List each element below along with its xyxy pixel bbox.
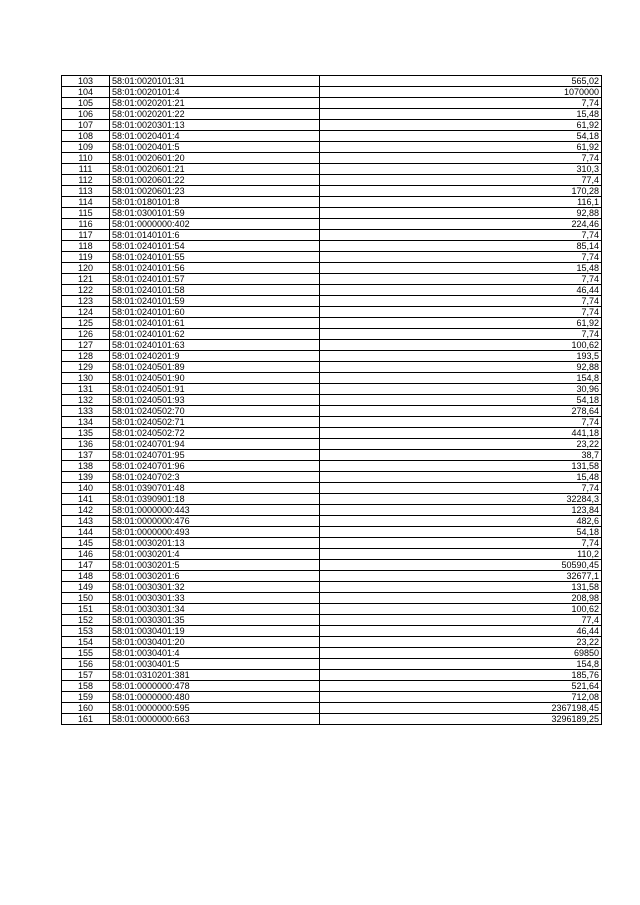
cadastral-number-cell: 58:01:0240101:62 [110,329,320,340]
table-row [62,241,602,252]
row-number-cell: 126 [62,329,110,340]
cadastral-number-cell: 58:01:0240502:70 [110,406,320,417]
cadastral-number-cell: 58:01:0030301:34 [110,604,320,615]
table-row [62,450,602,461]
table-row [62,516,602,527]
cadastral-number-cell: 58:01:0240101:57 [110,274,320,285]
table-row [62,384,602,395]
value-cell: 131,58 [320,461,602,472]
table-row [62,197,602,208]
row-number-cell: 147 [62,560,110,571]
value-cell: 7,74 [320,329,602,340]
value-cell: 69850 [320,648,602,659]
value-cell: 208,98 [320,593,602,604]
cadastral-number-cell: 58:01:0240502:71 [110,417,320,428]
table-row [62,527,602,538]
row-number-cell: 113 [62,186,110,197]
value-cell: 521,64 [320,681,602,692]
table-row [62,648,602,659]
value-cell: 7,74 [320,307,602,318]
value-cell: 185,76 [320,670,602,681]
value-cell: 100,62 [320,340,602,351]
cadastral-number-cell: 58:01:0240101:54 [110,241,320,252]
cadastral-number-cell: 58:01:0020601:23 [110,186,320,197]
value-cell: 131,58 [320,582,602,593]
row-number-cell: 158 [62,681,110,692]
row-number-cell: 149 [62,582,110,593]
row-number-cell: 141 [62,494,110,505]
row-number-cell: 140 [62,483,110,494]
value-cell: 54,18 [320,395,602,406]
row-number-cell: 123 [62,296,110,307]
table-row [62,505,602,516]
row-number-cell: 129 [62,362,110,373]
value-cell: 23,22 [320,439,602,450]
value-cell: 310,3 [320,164,602,175]
value-cell: 77,4 [320,615,602,626]
row-number-cell: 154 [62,637,110,648]
cadastral-number-cell: 58:01:0000000:493 [110,527,320,538]
table-row [62,538,602,549]
value-cell: 482,6 [320,516,602,527]
value-cell: 92,88 [320,208,602,219]
table-row [62,560,602,571]
value-cell: 7,74 [320,417,602,428]
cadastral-number-cell: 58:01:0030401:5 [110,659,320,670]
row-number-cell: 128 [62,351,110,362]
table-row [62,109,602,120]
cadastral-number-cell: 58:01:0030401:19 [110,626,320,637]
table-row [62,571,602,582]
table-row [62,296,602,307]
table-row [62,439,602,450]
value-cell: 54,18 [320,131,602,142]
cadastral-number-cell: 58:01:0240501:89 [110,362,320,373]
row-number-cell: 153 [62,626,110,637]
row-number-cell: 151 [62,604,110,615]
value-cell: 441,18 [320,428,602,439]
table-row [62,417,602,428]
table-row [62,274,602,285]
row-number-cell: 119 [62,252,110,263]
row-number-cell: 161 [62,714,110,725]
row-number-cell: 159 [62,692,110,703]
cadastral-number-cell: 58:01:0000000:478 [110,681,320,692]
cadastral-number-cell: 58:01:0000000:663 [110,714,320,725]
cadastral-number-cell: 58:01:0030301:35 [110,615,320,626]
row-number-cell: 103 [62,76,110,87]
row-number-cell: 136 [62,439,110,450]
row-number-cell: 137 [62,450,110,461]
table-row [62,681,602,692]
cadastral-number-cell: 58:01:0240502:72 [110,428,320,439]
row-number-cell: 132 [62,395,110,406]
value-cell: 30,96 [320,384,602,395]
cadastral-number-cell: 58:01:0240101:60 [110,307,320,318]
table-row [62,703,602,714]
cadastral-number-cell: 58:01:0310201:381 [110,670,320,681]
table-row [62,406,602,417]
value-cell: 46,44 [320,285,602,296]
table-row [62,230,602,241]
row-number-cell: 138 [62,461,110,472]
row-number-cell: 114 [62,197,110,208]
table-row [62,714,602,725]
row-number-cell: 108 [62,131,110,142]
value-cell: 1070000 [320,87,602,98]
table-row [62,252,602,263]
table-row [62,659,602,670]
table-row [62,142,602,153]
cadastral-number-cell: 58:01:0000000:402 [110,219,320,230]
row-number-cell: 139 [62,472,110,483]
row-number-cell: 148 [62,571,110,582]
value-cell: 61,92 [320,142,602,153]
row-number-cell: 118 [62,241,110,252]
row-number-cell: 157 [62,670,110,681]
cadastral-number-cell: 58:01:0030201:13 [110,538,320,549]
table-row [62,472,602,483]
cadastral-number-cell: 58:01:0000000:480 [110,692,320,703]
value-cell: 46,44 [320,626,602,637]
value-cell: 7,74 [320,153,602,164]
value-cell: 77,4 [320,175,602,186]
cadastral-number-cell: 58:01:0240101:61 [110,318,320,329]
row-number-cell: 105 [62,98,110,109]
table-row [62,615,602,626]
value-cell: 7,74 [320,230,602,241]
row-number-cell: 120 [62,263,110,274]
row-number-cell: 143 [62,516,110,527]
row-number-cell: 112 [62,175,110,186]
cadastral-number-cell: 58:01:0390901:18 [110,494,320,505]
cadastral-number-cell: 58:01:0020201:22 [110,109,320,120]
table-row [62,494,602,505]
cadastral-number-cell: 58:01:0030201:5 [110,560,320,571]
value-cell: 3296189,25 [320,714,602,725]
table-row [62,153,602,164]
cadastral-number-cell: 58:01:0240101:63 [110,340,320,351]
table-row [62,120,602,131]
cadastral-number-cell: 58:01:0240701:94 [110,439,320,450]
cadastral-number-cell: 58:01:0240101:58 [110,285,320,296]
cadastral-number-cell: 58:01:0000000:595 [110,703,320,714]
row-number-cell: 125 [62,318,110,329]
table-row [62,395,602,406]
row-number-cell: 127 [62,340,110,351]
cadastral-number-cell: 58:01:0240701:96 [110,461,320,472]
table-row [62,340,602,351]
cadastral-number-cell: 58:01:0020101:4 [110,87,320,98]
cadastral-number-cell: 58:01:0020301:13 [110,120,320,131]
table-row [62,692,602,703]
cadastral-number-cell: 58:01:0020601:22 [110,175,320,186]
value-cell: 92,88 [320,362,602,373]
row-number-cell: 160 [62,703,110,714]
table-row [62,329,602,340]
table-row [62,263,602,274]
table-row [62,626,602,637]
row-number-cell: 116 [62,219,110,230]
table-row [62,76,602,87]
value-cell: 565,02 [320,76,602,87]
value-cell: 23,22 [320,637,602,648]
value-cell: 193,5 [320,351,602,362]
cadastral-number-cell: 58:01:0020601:21 [110,164,320,175]
cadastral-number-cell: 58:01:0140101:6 [110,230,320,241]
cadastral-number-cell: 58:01:0020401:4 [110,131,320,142]
table-row [62,593,602,604]
value-cell: 50590,45 [320,560,602,571]
table-row [62,351,602,362]
table-row [62,186,602,197]
table-row [62,307,602,318]
cadastral-number-cell: 58:01:0240201:9 [110,351,320,362]
table-row [62,483,602,494]
row-number-cell: 110 [62,153,110,164]
cadastral-number-cell: 58:01:0240501:93 [110,395,320,406]
row-number-cell: 155 [62,648,110,659]
cadastral-number-cell: 58:01:0240701:95 [110,450,320,461]
value-cell: 110,2 [320,549,602,560]
value-cell: 170,28 [320,186,602,197]
row-number-cell: 124 [62,307,110,318]
value-cell: 7,74 [320,538,602,549]
row-number-cell: 144 [62,527,110,538]
row-number-cell: 115 [62,208,110,219]
table-row [62,461,602,472]
cadastral-number-cell: 58:01:0030201:6 [110,571,320,582]
value-cell: 116,1 [320,197,602,208]
row-number-cell: 104 [62,87,110,98]
cadastral-number-cell: 58:01:0240101:59 [110,296,320,307]
value-cell: 15,48 [320,263,602,274]
row-number-cell: 134 [62,417,110,428]
value-cell: 61,92 [320,120,602,131]
table-row [62,428,602,439]
table-row [62,582,602,593]
value-cell: 100,62 [320,604,602,615]
value-cell: 7,74 [320,274,602,285]
cadastral-number-cell: 58:01:0030301:33 [110,593,320,604]
value-cell: 32284,3 [320,494,602,505]
table-row [62,637,602,648]
cadastral-number-cell: 58:01:0020401:5 [110,142,320,153]
table-body [62,76,602,725]
value-cell: 32677,1 [320,571,602,582]
value-cell: 85,14 [320,241,602,252]
table-row [62,164,602,175]
cadastral-number-cell: 58:01:0020601:20 [110,153,320,164]
row-number-cell: 122 [62,285,110,296]
value-cell: 54,18 [320,527,602,538]
row-number-cell: 146 [62,549,110,560]
value-cell: 61,92 [320,318,602,329]
value-cell: 7,74 [320,296,602,307]
row-number-cell: 135 [62,428,110,439]
value-cell: 15,48 [320,109,602,120]
row-number-cell: 130 [62,373,110,384]
cadastral-number-cell: 58:01:0240702:3 [110,472,320,483]
row-number-cell: 117 [62,230,110,241]
cadastral-number-cell: 58:01:0000000:443 [110,505,320,516]
cadastral-number-cell: 58:01:0020201:21 [110,98,320,109]
table-row [62,670,602,681]
row-number-cell: 156 [62,659,110,670]
table-row [62,362,602,373]
row-number-cell: 152 [62,615,110,626]
cadastral-number-cell: 58:01:0240101:56 [110,263,320,274]
cadastral-number-cell: 58:01:0240101:55 [110,252,320,263]
table-row [62,87,602,98]
cadastral-number-cell: 58:01:0030401:20 [110,637,320,648]
value-cell: 224,46 [320,219,602,230]
row-number-cell: 145 [62,538,110,549]
row-number-cell: 131 [62,384,110,395]
table-row [62,131,602,142]
table-row [62,549,602,560]
table-row [62,175,602,186]
cadastral-number-cell: 58:01:0390701:48 [110,483,320,494]
cadastral-number-cell: 58:01:0180101:8 [110,197,320,208]
row-number-cell: 109 [62,142,110,153]
table-row [62,604,602,615]
value-cell: 38,7 [320,450,602,461]
value-cell: 123,84 [320,505,602,516]
value-cell: 7,74 [320,252,602,263]
cadastral-number-cell: 58:01:0030201:4 [110,549,320,560]
cadastral-number-cell: 58:01:0240501:90 [110,373,320,384]
table-row [62,285,602,296]
cadastral-number-cell: 58:01:0300101:59 [110,208,320,219]
value-cell: 2367198,45 [320,703,602,714]
row-number-cell: 121 [62,274,110,285]
cadastral-number-cell: 58:01:0020101:31 [110,76,320,87]
table-row [62,208,602,219]
table-row [62,373,602,384]
value-cell: 278,64 [320,406,602,417]
value-cell: 7,74 [320,98,602,109]
data-table [61,75,602,725]
row-number-cell: 150 [62,593,110,604]
row-number-cell: 106 [62,109,110,120]
row-number-cell: 142 [62,505,110,516]
row-number-cell: 133 [62,406,110,417]
cadastral-number-cell: 58:01:0000000:476 [110,516,320,527]
cadastral-number-cell: 58:01:0240501:91 [110,384,320,395]
table-row [62,219,602,230]
value-cell: 154,8 [320,373,602,384]
table-row [62,98,602,109]
cadastral-number-cell: 58:01:0030301:32 [110,582,320,593]
value-cell: 7,74 [320,483,602,494]
value-cell: 154,8 [320,659,602,670]
value-cell: 712,08 [320,692,602,703]
row-number-cell: 107 [62,120,110,131]
row-number-cell: 111 [62,164,110,175]
value-cell: 15,48 [320,472,602,483]
table-row [62,318,602,329]
cadastral-number-cell: 58:01:0030401:4 [110,648,320,659]
